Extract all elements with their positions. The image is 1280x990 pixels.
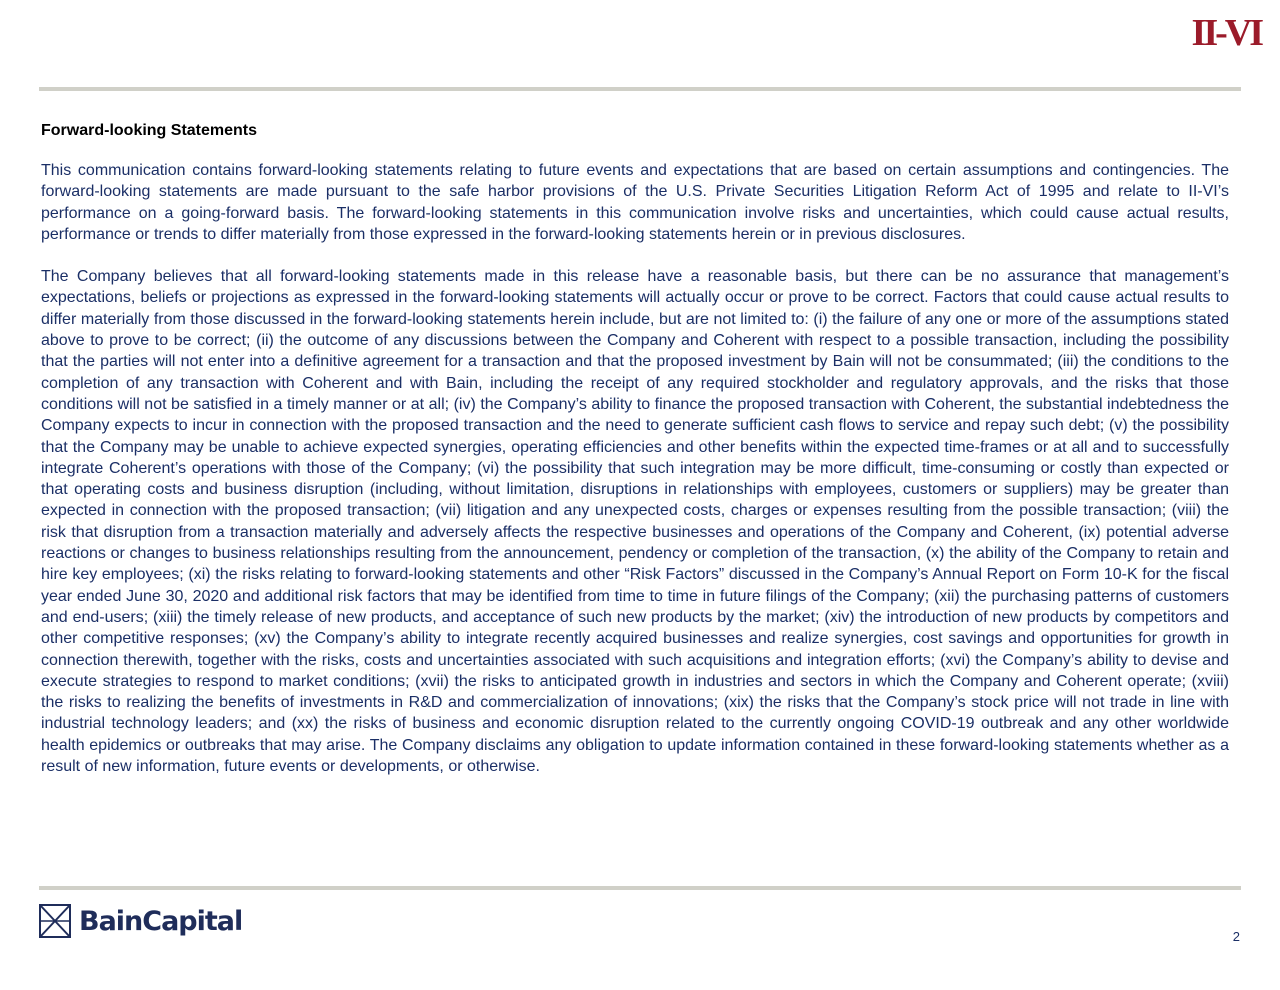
page-number: 2 (1232, 929, 1240, 944)
ii-vi-logo: II-VI (1191, 12, 1261, 54)
bain-capital-logo (39, 903, 242, 939)
paragraph-intro: This communication contains forward-looking statements relating to future events and expectations that are based on certain assumptions and contingencies. The forward-looking statements are made pursuant to the safe harbor provisions of the U.S. Private Securities Litigation Reform Act of 1995 and relate to II-VI’s performance on a going-forward basis. The forward-looking statements in this communication involve risks and uncertainties, which could cause actual results, performance or trends to differ materially from those expressed in the forward-looking statements herein or in previous disclosures. (41, 162, 1229, 243)
document-body (41, 120, 1229, 798)
footer-divider (39, 886, 1241, 890)
header-divider (39, 87, 1241, 91)
bain-capital-wordmark: BainCapital (79, 905, 243, 937)
paragraph-risk-factors: The Company believes that all forward-looking statements made in this release have a reasonable basis, but there can be no assurance that management’s expectations, beliefs or projections as expressed in the forward-looking statements will actually occur or prove to be correct. Factors that could cause actual results to differ materially from those discussed in the forward-looking statements herein include, but are not limited to: (i) the failure of any one or more of the assumptions stated above to prove to be correct; (ii) the outcome of any discussions between the Company and Coherent with respect to a possible transaction, including the possibility that the parties will not enter into a definitive agreement for a transaction and that the proposed investment by Bain will not be consummated; (iii) the conditions to the completion of any transaction with Coherent and with Bain, including the receipt of any required stockholder and regulatory approvals, and the risks that those conditions will not be satisfied in a timely manner or at all; (iv) the Company’s ability to finance the proposed transaction with Coherent, the substantial indebtedness the Company expects to incur in connection with the proposed transaction and the need to generate sufficient cash flows to service and repay such debt; (v) the possibility that the Company may be unable to achieve expected synergies, operating efficiencies and other benefits within the expected time-frames or at all and to successfully integrate Coherent’s operations with those of the Company; (vi) the possibility that such integration may be more difficult, time-consuming or costly than expected or that operating costs and business disruption (including, without limitation, disruptions in relationships with employees, customers or suppliers) may be greater than expected in connection with the proposed transaction; (vii) litigation and any unexpected costs, charges or expenses resulting from the possible transaction; (viii) the risk that disruption from a transaction materially and adversely affects the respective businesses and operations of the Company and Coherent, (ix) potential adverse reactions or changes to business relationships resulting from the announcement, pendency or completion of the transaction, (x) the ability of the Company to retain and hire key employees; (xi) the risks relating to forward-looking statements and other “Risk Factors” discussed in the Company’s Annual Report on Form 10-K for the fiscal year ended June 30, 2020 and additional risk factors that may be identified from time to time in future filings of the Company; (xii) the purchasing patterns of customers and end-users; (xiii) the timely release of new products, and acceptance of such new products by the market; (xiv) the introduction of new products by competitors and other competitive responses; (xv) the Company’s ability to integrate recently acquired businesses and realize synergies, cost savings and opportunities for growth in connection therewith, together with the risks, costs and uncertainties associated with such acquisitions and integration efforts; (xvi) the Company’s ability to devise and execute strategies to respond to market conditions; (xvii) the risks to anticipated growth in industries and sectors in which the Company and Coherent operate; (xviii) the risks to realizing the benefits of investments in R&D and commercialization of innovations; (xix) the risks that the Company’s stock price will not trade in line with industrial technology leaders; and (xx) the risks of business and economic disruption related to the currently ongoing COVID-19 outbreak and any other worldwide health epidemics or outbreaks that may arise. The Company disclaims any obligation to update information contained in these forward-looking statements whether as a result of new information, future events or developments, or otherwise. (41, 268, 1229, 776)
section-heading: Forward-looking Statements (41, 122, 258, 139)
bain-capital-mark-icon (39, 904, 71, 938)
